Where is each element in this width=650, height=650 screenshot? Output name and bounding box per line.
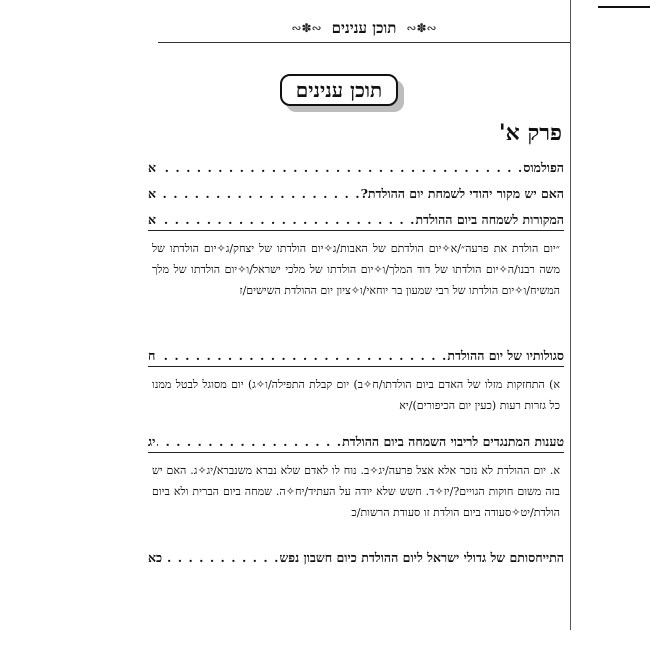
- star-separator-icon: ✧: [369, 464, 379, 477]
- subtopic-text: א. יום ההולדת לא נזכר אלא אצל פרעה/יג: [378, 464, 561, 477]
- subtopics-block: [152, 238, 560, 301]
- subtopic-text: יום הולדתו של רבי שמעון בר יוחאי/ו: [359, 284, 515, 297]
- subtopic-item[interactable]: [351, 506, 511, 519]
- subtopic-text: ה. שמחה ביום הברית ולא ביום הולדת/יט: [152, 485, 560, 519]
- leader-dots: [164, 550, 279, 565]
- toc-entry-label: התייחסותם של גדולי ישראל ליום ההולדת כיום חשבון נפש: [279, 550, 564, 565]
- toc-entry-page: א: [148, 212, 157, 227]
- leader-dots: [157, 348, 447, 363]
- subtopic-item[interactable]: [226, 242, 324, 255]
- toc-entry-label: טענות המתנגדים לריבוי השמחה ביום ההולדת: [342, 434, 564, 449]
- toc-entry-page: ח: [148, 348, 156, 363]
- subtopic-text: יום הולדתו של מלך המשיח/ו: [152, 263, 560, 297]
- star-separator-icon: ✧: [285, 485, 295, 498]
- top-edge-mark: [598, 6, 650, 8]
- leader-dots: [157, 434, 342, 449]
- star-separator-icon: ✧: [498, 263, 508, 276]
- toc-entry[interactable]: [148, 550, 564, 566]
- star-separator-icon: ✧: [441, 242, 451, 255]
- subtopic-text: סעודה ביום הולדת זו סעודת הרשות/כ: [351, 506, 512, 519]
- star-separator-icon: ✧: [323, 242, 333, 255]
- subtopic-item[interactable]: [207, 464, 370, 477]
- toc-entry[interactable]: [148, 212, 564, 228]
- section-rule: [148, 452, 564, 453]
- subtopic-item[interactable]: [372, 378, 560, 391]
- toc-entry-page: כא: [148, 550, 163, 565]
- subtopic-item[interactable]: [383, 263, 499, 276]
- toc-entry[interactable]: [148, 186, 564, 202]
- star-separator-icon: ✧: [350, 284, 360, 297]
- header-rule: [158, 42, 570, 43]
- toc-entry-page: א: [148, 160, 157, 175]
- toc-entry-page: א: [148, 186, 157, 201]
- subtopic-item[interactable]: [451, 242, 560, 255]
- leader-dots: [158, 186, 361, 201]
- subtopic-text: ג) יום מסוגל לבטל ממנו כל גזרות רעות (כעין יום הכיפורים)/יא: [152, 378, 560, 412]
- subtopic-item[interactable]: [360, 284, 514, 297]
- subtopic-item[interactable]: [333, 242, 442, 255]
- star-separator-icon: ✧: [373, 263, 383, 276]
- subtopic-item[interactable]: [295, 485, 435, 498]
- running-header: [158, 16, 570, 40]
- subtopic-text: ציון יום ההולדת השישים/ז: [239, 284, 351, 297]
- toc-entry-page: יג: [148, 434, 156, 449]
- page-side-rule: [570, 0, 571, 630]
- subtopic-item[interactable]: [379, 464, 560, 477]
- leader-dots: [158, 212, 415, 227]
- subtopic-item[interactable]: [240, 284, 351, 297]
- subtopic-item[interactable]: [265, 378, 363, 391]
- star-separator-icon: ✧: [434, 485, 444, 498]
- subtopic-text: ב) יום קבלת התפילה/ו: [265, 378, 364, 391]
- subtopics-block: [152, 460, 560, 523]
- toc-entry[interactable]: [148, 160, 564, 176]
- leader-dots: [158, 160, 523, 175]
- subtopic-item[interactable]: [246, 263, 373, 276]
- subtopic-text: א) התחזקות מזלו של האדם ביום הולדתו/ח: [372, 378, 560, 391]
- subtopic-text: יום הולדתו של מלכי ישראל/ו: [246, 263, 374, 276]
- star-separator-icon: ✧: [363, 378, 373, 391]
- star-separator-icon: ✧: [216, 242, 226, 255]
- star-separator-icon: ✧: [197, 464, 207, 477]
- star-separator-icon: ✧: [514, 284, 524, 297]
- section-rule: [148, 230, 564, 231]
- star-separator-icon: ✧: [511, 506, 521, 519]
- subtopic-text: יום הולדתם של האבות/ג: [332, 242, 442, 255]
- chapter-heading: פרק א': [498, 120, 562, 146]
- star-separator-icon: ✧: [237, 263, 247, 276]
- subtopic-text: ב. נוח לו לאדם שלא נברא משנברא/יג: [206, 464, 370, 477]
- star-separator-icon: ✧: [255, 378, 266, 391]
- subtopics-block: [152, 374, 560, 416]
- header-ornament-left: ∾✽∾: [291, 21, 322, 35]
- page-title: תוכן ענינים: [280, 74, 398, 106]
- toc-entry[interactable]: [148, 348, 564, 364]
- toc-entry-label: הפולמוס: [523, 160, 564, 175]
- title-box: [280, 74, 398, 106]
- subtopic-text: יום הולדתו של משה רבנו/ה: [152, 242, 560, 276]
- header-ornament-right: ∾✽∾: [406, 21, 437, 35]
- running-header-title: תוכן ענינים: [331, 18, 397, 37]
- subtopic-text: יום הולדתו של דוד המלך/ו: [382, 263, 499, 276]
- subtopic-text: יום הולדתו של יצחק/ג: [225, 242, 324, 255]
- toc-entry-label: האם יש מקור יהודי לשמחת יום ההולדת?: [360, 186, 564, 201]
- toc-entry-label: המקורות לשמחה ביום ההולדת: [415, 212, 564, 227]
- toc-entry-label: סגולותיו של יום ההולדת: [447, 348, 564, 363]
- subtopic-text: ״יום הולדת את פרעה״/א: [450, 242, 560, 255]
- subtopic-text: ג. האם יש בזה משום חוקות הגויים?/יז: [152, 464, 560, 498]
- toc-entry[interactable]: [148, 434, 564, 450]
- section-rule: [148, 366, 564, 367]
- subtopic-text: ד. חשש שלא יודה על העתיד/יח: [294, 485, 435, 498]
